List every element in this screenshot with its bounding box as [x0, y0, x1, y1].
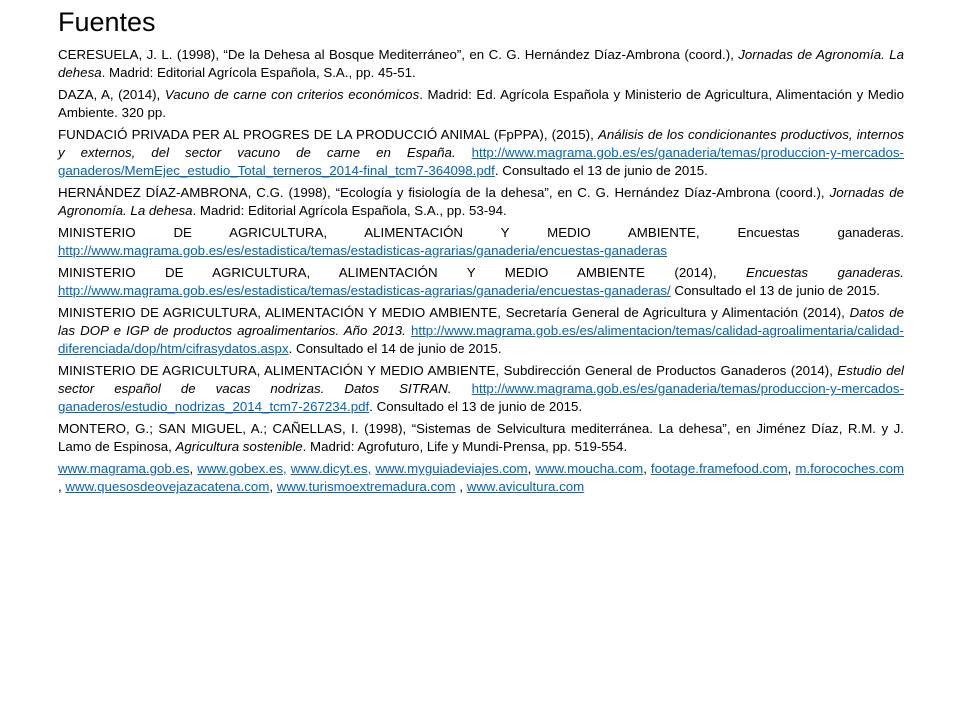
ref-text: . Consultado el 14 de junio de 2015.: [288, 341, 502, 356]
ref-text: MINISTERIO DE AGRICULTURA, ALIMENTACIÓN Y MEDIO AMBIENTE, Secretaría General de Agricultura y Alimentación (2014),: [58, 305, 850, 320]
website-link[interactable]: footage.framefood.com: [650, 461, 788, 476]
website-link[interactable]: www.turismoextremadura.com: [276, 479, 456, 494]
page-title: Fuentes: [58, 7, 156, 37]
reference-montero: [58, 420, 904, 456]
ref-italic-title: Jornadas de Agronomía. La dehesa: [58, 185, 904, 218]
ref-text: DAZA, A, (2014),: [58, 87, 165, 102]
ref-text: . Madrid: Ed. Agrícola Española y Ministerio de Agricultura, Alimentación y Medio Ambiente. 320 pp.: [58, 87, 904, 120]
ref-text: MINISTERIO DE AGRICULTURA, ALIMENTACIÓN Y MEDIO AMBIENTE (2014),: [58, 265, 746, 280]
website-link[interactable]: m.forocoches.com: [795, 461, 905, 476]
website-link[interactable]: www.quesosdeovejazacatena.com: [65, 479, 270, 494]
ref-link[interactable]: http://www.magrama.gob.es/es/alimentacion/temas/calidad-agroalimentaria/calidad-diferenciada/dop/htm/cifrasydatos.aspx: [58, 323, 904, 356]
ref-text: MONTERO, G.; SAN MIGUEL, A.; CAÑELLAS, I. (1998), “Sistemas de Selvicultura mediterránea. La dehesa”, en Jiménez Díaz, R.M. y J. Lamo de Espinosa,: [58, 421, 904, 454]
ref-text: HERNÁNDEZ DÍAZ-AMBRONA, C.G. (1998), “Ecología y fisiología de la dehesa”, en C. G. Hernández Díaz-Ambrona (coord.),: [58, 185, 830, 200]
ref-text: . Madrid: Editorial Agrícola Española, S.A., pp. 45-51.: [101, 65, 416, 80]
reference-ceresuela: [58, 46, 904, 82]
website-link[interactable]: www.magrama.gob.es: [58, 461, 190, 476]
ref-link[interactable]: http://www.magrama.gob.es/es/ganaderia/temas/produccion-y-mercados-ganaderos/estudio_nodrizas_2014_tcm7-267234.pdf: [58, 381, 904, 414]
reference-fppa: [58, 126, 904, 180]
reference-magrama-dop: [58, 304, 904, 358]
ref-text: FUNDACIÓ PRIVADA PER AL PROGRES DE LA PRODUCCIÓ ANIMAL (FpPPA), (2015),: [58, 127, 598, 142]
reference-hernandez: [58, 184, 904, 220]
ref-text: MINISTERIO DE AGRICULTURA, ALIMENTACIÓN Y MEDIO AMBIENTE, Subdirección General de Productos Ganaderos (2014),: [58, 363, 838, 378]
ref-italic-title: Agricultura sostenible: [175, 439, 303, 454]
ref-italic-title: Jornadas de Agronomía. La dehesa: [58, 47, 904, 80]
website-link[interactable]: www.dicyt.es,: [290, 461, 372, 476]
ref-link[interactable]: http://www.magrama.gob.es/es/estadistica/temas/estadisticas-agrarias/ganaderia/encuestas-ganaderas: [58, 243, 668, 258]
reference-daza: [58, 86, 904, 122]
reference-list: [58, 46, 904, 500]
reference-magrama-nodrizas: [58, 362, 904, 416]
reference-websites: www.magrama.gob.es, www.gobex.es, www.dicyt.es, www.myguiadeviajes.com, www.moucha.com, footage.framefood.com, m.forocoches.com , www.quesosdeovejazacatena.com, www.turismoextremadura.com , www.avicultura.com: [58, 461, 905, 494]
website-link[interactable]: www.myguiadeviajes.com: [375, 461, 528, 476]
ref-italic-title: Datos de las DOP e IGP de productos agroalimentarios. Año 2013.: [58, 305, 904, 338]
ref-text: . Consultado el 13 de junio de 2015.: [494, 163, 708, 178]
reference-magrama-encuestas: [58, 224, 904, 260]
ref-link[interactable]: http://www.magrama.gob.es/es/ganaderia/temas/produccion-y-mercados-ganaderos/MemEjec_estudio_Total_terneros_2014-final_tcm7-364098.pdf: [58, 145, 904, 178]
ref-text: . Madrid: Agrofuturo, Life y Mundi-Prensa, pp. 519-554.: [302, 439, 628, 454]
website-link[interactable]: www.gobex.es,: [197, 461, 287, 476]
ref-link[interactable]: http://www.magrama.gob.es/es/estadistica/temas/estadisticas-agrarias/ganaderia/encuestas-ganaderas/: [58, 283, 671, 298]
ref-text: CERESUELA, J. L. (1998), “De la Dehesa al Bosque Mediterráneo”, en C. G. Hernández Díaz-Ambrona (coord.),: [58, 47, 739, 62]
website-link[interactable]: www.moucha.com: [535, 461, 644, 476]
reference-magrama-encuestas-2014: [58, 264, 904, 300]
ref-text: Consultado el 13 de junio de 2015.: [670, 283, 880, 298]
ref-italic-title: Vacuno de carne con criterios económicos: [164, 87, 420, 102]
ref-text: . Madrid: Editorial Agrícola Española, S.A., pp. 53-94.: [192, 203, 507, 218]
website-link[interactable]: www.avicultura.com: [466, 479, 585, 494]
ref-text: . Consultado el 13 de junio de 2015.: [369, 399, 583, 414]
ref-italic-title: Análisis de los condicionantes productivos, internos y externos, del sector vacuno de carne en España.: [58, 127, 904, 160]
ref-italic-title: Estudio del sector español de vacas nodrizas. Datos SITRAN.: [58, 363, 904, 396]
ref-italic-title: Encuestas ganaderas.: [745, 265, 905, 280]
ref-text: MINISTERIO DE AGRICULTURA, ALIMENTACIÓN Y MEDIO AMBIENTE, Encuestas ganaderas.: [58, 225, 904, 240]
